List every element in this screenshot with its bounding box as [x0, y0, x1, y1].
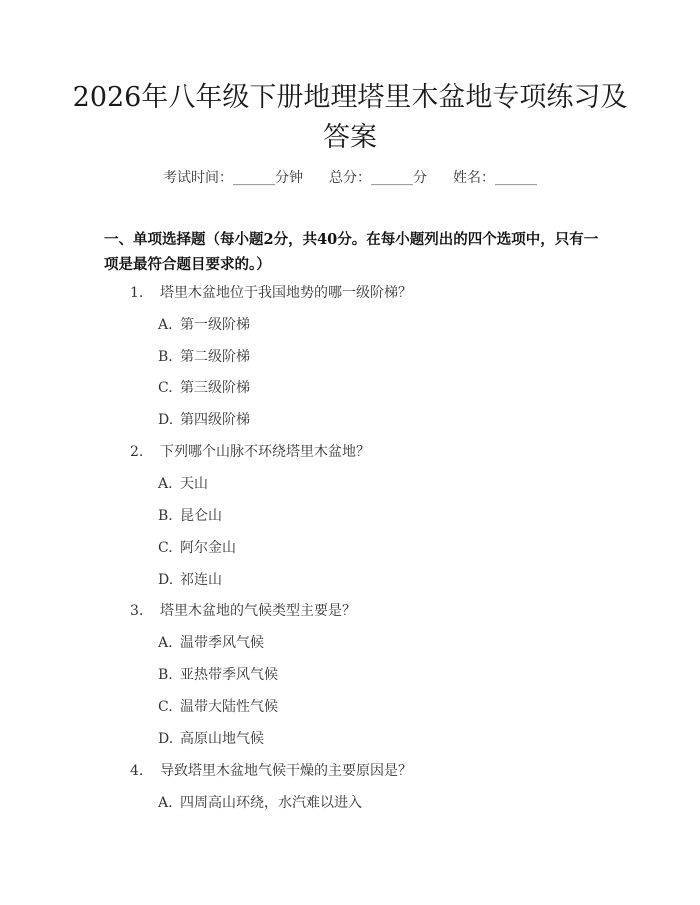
- option-text: 祁连山: [180, 572, 222, 588]
- exam-info: [0, 167, 700, 187]
- option-letter: D.: [158, 731, 174, 747]
- question-text: 塔里木盆地位于我国地势的哪一级阶梯？: [160, 285, 412, 301]
- option-letter: A.: [158, 317, 173, 333]
- question-number: 1.: [130, 285, 144, 301]
- question-number: 3.: [130, 603, 144, 619]
- option-text: 温带季风气候: [180, 635, 264, 651]
- question-2: [130, 441, 370, 461]
- option-letter: C.: [158, 380, 173, 396]
- option-text: 昆仑山: [180, 508, 222, 524]
- option-letter: A.: [158, 795, 173, 811]
- section-heading: 一、单项选择题（每小题2分，共40分。在每小题列出的四个选项中，只有一项是最符合题目要求的。）: [104, 231, 599, 273]
- option-letter: B.: [158, 667, 173, 683]
- question-1: [130, 282, 412, 302]
- option-letter: D.: [158, 572, 174, 588]
- option-text: 第四级阶梯: [180, 412, 250, 428]
- option-text: 天山: [180, 476, 208, 492]
- option-text: 第一级阶梯: [180, 317, 250, 333]
- option-text: 第三级阶梯: [180, 380, 250, 396]
- question-number: 2.: [130, 444, 144, 460]
- question-4: [130, 760, 412, 780]
- document-title: 2026年八年级下册地理塔里木盆地专项练习及答案: [72, 82, 628, 153]
- question-2-option-b: [158, 505, 222, 525]
- option-letter: C.: [158, 699, 173, 715]
- exam-time: 考试时间：______分钟: [163, 170, 303, 186]
- option-text: 高原山地气候: [180, 731, 264, 747]
- question-1-option-a: [158, 314, 250, 334]
- question-2-option-d: [158, 569, 222, 589]
- question-4-option-a: [158, 792, 362, 812]
- question-3: [130, 600, 356, 620]
- student-name: 姓名：______: [453, 170, 537, 186]
- total-score: 总分：______分: [329, 170, 427, 186]
- question-text: 下列哪个山脉不环绕塔里木盆地？: [160, 444, 370, 460]
- question-3-option-a: [158, 632, 264, 652]
- option-letter: B.: [158, 349, 173, 365]
- option-text: 四周高山环绕，水汽难以进入: [180, 795, 362, 811]
- question-3-option-b: [158, 664, 278, 684]
- question-2-option-c: [158, 537, 236, 557]
- question-3-option-d: [158, 728, 264, 748]
- question-2-option-a: [158, 473, 208, 493]
- option-letter: A.: [158, 476, 173, 492]
- question-3-option-c: [158, 696, 278, 716]
- option-text: 温带大陆性气候: [180, 699, 278, 715]
- option-letter: D.: [158, 412, 174, 428]
- option-text: 第二级阶梯: [180, 349, 250, 365]
- question-text: 塔里木盆地的气候类型主要是？: [160, 603, 356, 619]
- option-text: 阿尔金山: [180, 540, 236, 556]
- question-number: 4.: [130, 763, 144, 779]
- option-letter: B.: [158, 508, 173, 524]
- option-letter: C.: [158, 540, 173, 556]
- question-1-option-b: [158, 346, 250, 366]
- option-text: 亚热带季风气候: [180, 667, 278, 683]
- option-letter: A.: [158, 635, 173, 651]
- question-1-option-d: [158, 409, 250, 429]
- question-1-option-c: [158, 377, 250, 397]
- question-text: 导致塔里木盆地气候干燥的主要原因是？: [160, 763, 412, 779]
